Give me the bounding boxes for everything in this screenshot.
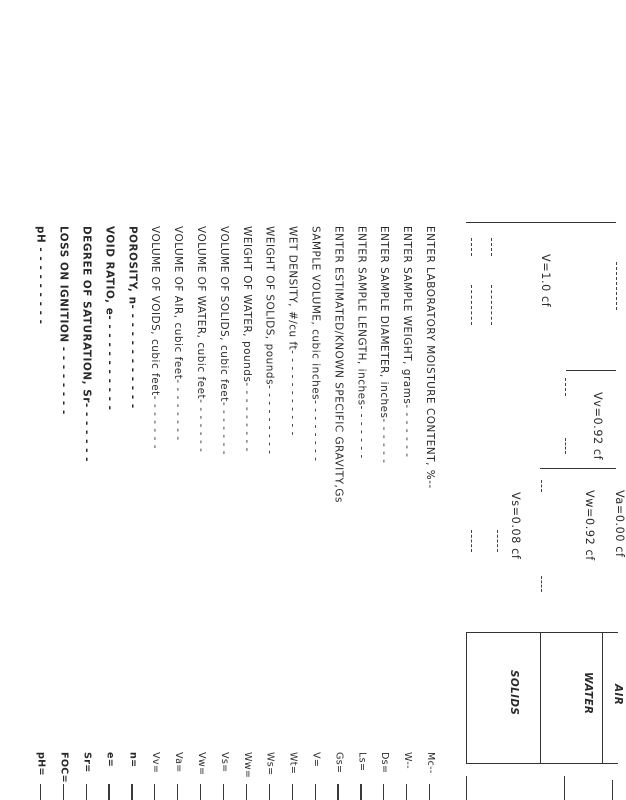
property-label: ENTER SAMPLE DIAMETER, inches- - - - - -	[378, 226, 391, 464]
total-volume-label: V=1.0 cf	[539, 254, 552, 308]
answer-blank-line[interactable]	[177, 784, 178, 800]
total-dim-top-dash	[471, 238, 472, 256]
phase-box-left-edge	[466, 632, 467, 764]
answer-blank-line[interactable]	[337, 784, 338, 800]
answer-blank-line[interactable]	[108, 784, 109, 800]
property-symbol: Ls=	[356, 752, 368, 772]
property-label: WEIGHT OF SOLIDS, pounds- - - - - - - - -	[263, 226, 276, 455]
total-dim-bottom-dash	[471, 285, 472, 325]
right-edge-tick-2	[466, 776, 467, 800]
water-dim-dash	[541, 480, 542, 492]
answer-blank-line[interactable]	[429, 784, 430, 800]
answer-blank-line[interactable]	[154, 784, 155, 800]
property-symbol: Ww=	[241, 752, 253, 779]
total-dim-top-dash-2	[491, 238, 492, 256]
property-label: POROSITY, n- - - - - - - - - - - -	[126, 226, 139, 409]
answer-blank-line[interactable]	[360, 784, 361, 800]
voids-volume-label: Vv=0.92 cf	[591, 392, 604, 461]
property-label: ENTER SAMPLE WEIGHT, grams- - - - - - -	[401, 226, 414, 458]
answer-blank-line[interactable]	[200, 784, 201, 800]
property-label: VOID RATIO, e- - - - - - - - - - -	[103, 226, 116, 411]
answer-blank-line[interactable]	[86, 784, 87, 800]
answer-blank-line[interactable]	[269, 784, 270, 800]
water-volume-label: Vw=0.92 cf	[583, 490, 596, 561]
total-dim-bottom-dash-2	[491, 285, 492, 325]
solids-volume-label: Vs=0.08 cf	[509, 492, 522, 560]
solids-dim-dash-2	[497, 530, 498, 552]
property-symbol: W--	[402, 752, 414, 769]
property-symbol: Gs=	[333, 752, 345, 774]
property-symbol: Sr=	[81, 752, 93, 773]
top-dim-dash	[616, 262, 617, 310]
answer-blank-line[interactable]	[292, 784, 293, 800]
property-label: WET DENSITY, #/cu ft- - - - - - - - - - -	[286, 226, 299, 436]
answer-blank-line[interactable]	[315, 784, 316, 800]
right-edge-tick-3	[612, 780, 613, 800]
answer-blank-line[interactable]	[406, 784, 407, 800]
solids-dim-dash	[471, 530, 472, 552]
box-label-air: AIR	[612, 684, 624, 706]
answer-blank-line[interactable]	[131, 784, 132, 800]
property-symbol: Wt=	[287, 752, 299, 775]
property-symbol: FOC=	[58, 752, 70, 783]
answer-blank-line[interactable]	[223, 784, 224, 800]
property-label: ENTER ESTIMATED/KNOWN SPECIFIC GRAVITY,Gs	[332, 226, 345, 503]
air-water-divider	[602, 632, 603, 764]
air-volume-label: Va=0.00 cf	[613, 490, 626, 558]
phase-box-bottom-edge	[466, 763, 618, 764]
property-symbol: Va=	[173, 752, 185, 773]
answer-blank-line[interactable]	[63, 784, 64, 800]
property-label: ENTER SAMPLE LENGTH, inches- - - - - - -	[355, 226, 368, 459]
property-label: pH - - - - - - - - -	[34, 226, 47, 325]
property-symbol: n=	[127, 752, 139, 768]
voids-divider-line	[566, 370, 616, 371]
property-symbol: Vs=	[218, 752, 230, 773]
property-label: WEIGHT OF WATER, pounds- - - - - - - - -	[240, 226, 253, 452]
answer-blank-line[interactable]	[383, 784, 384, 800]
property-label: SAMPLE VOLUME, cubic inches- - - - - - - -	[309, 226, 322, 462]
property-label: LOSS ON IGNITION - - - - - - - -	[57, 226, 70, 415]
top-left-boundary-line	[466, 222, 616, 223]
property-symbol: Ds=	[379, 752, 391, 774]
water-divider-line	[540, 468, 616, 469]
property-symbol: V=	[310, 752, 322, 768]
voids-dim-dash-2	[565, 438, 566, 454]
answer-blank-line[interactable]	[40, 784, 41, 800]
property-label: VOLUME OF AIR, cubic feet- - - - - - - -	[172, 226, 185, 441]
property-label: VOLUME OF VOIDS, cubic feet- - - - - - -	[149, 226, 162, 450]
property-symbol: Vw=	[196, 752, 207, 776]
water-dim-dash-2	[541, 576, 542, 592]
phase-box-top-edge	[466, 632, 618, 633]
property-symbol: pH=	[35, 752, 47, 776]
property-label: ENTER LABORATORY MOISTURE CONTENT, %--	[424, 226, 436, 489]
water-solids-divider	[540, 632, 541, 764]
box-label-water: WATER	[582, 672, 594, 715]
answer-blank-line[interactable]	[246, 784, 247, 800]
property-symbol: Mc--	[425, 752, 436, 774]
right-edge-tick-1	[564, 776, 565, 800]
property-symbol: Ws=	[264, 752, 276, 776]
property-label: DEGREE OF SATURATION, Sr- - - - - - -	[80, 226, 93, 462]
voids-dim-dash	[565, 378, 566, 396]
property-label: VOLUME OF SOLIDS, cubic feet- - - - - - -	[217, 226, 230, 456]
property-symbol: e=	[104, 752, 116, 768]
property-symbol: Vv=	[150, 752, 162, 774]
property-label: VOLUME OF WATER, cubic feet- - - - - - -	[195, 226, 207, 453]
box-label-solids: SOLIDS	[508, 670, 520, 716]
